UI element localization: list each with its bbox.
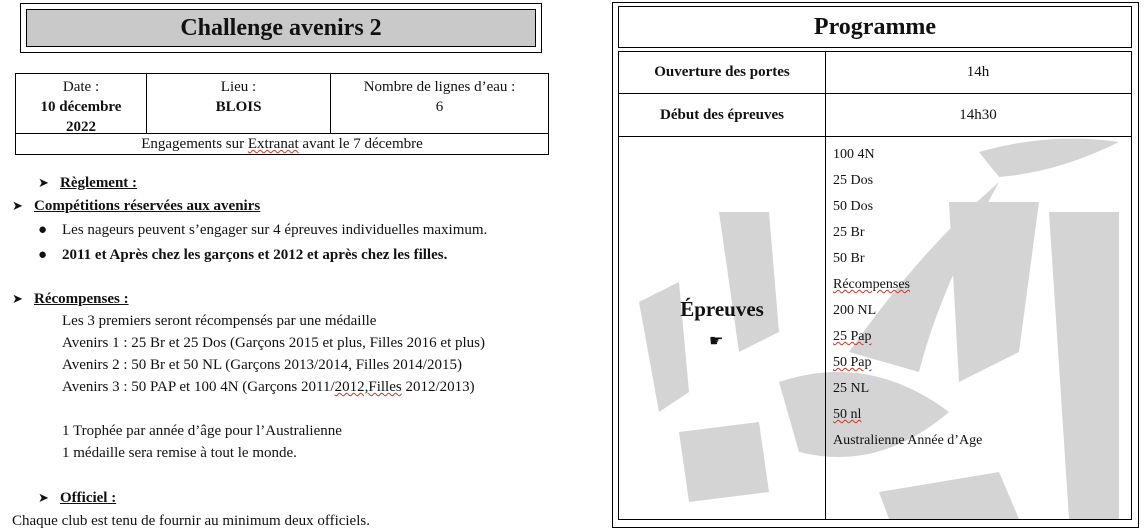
event-item xyxy=(833,402,982,428)
row-label: Début des épreuves xyxy=(619,94,826,136)
epreuves-label: Épreuves xyxy=(680,297,764,321)
rec-line-2: Avenirs 1 : 25 Br et 25 Dos (Garçons 2015 et plus, Filles 2016 et plus) xyxy=(62,335,486,351)
date-label: Date : xyxy=(62,79,100,95)
reglement-heading xyxy=(38,175,137,192)
event-item: 25 NL xyxy=(833,381,870,396)
lieu-label: Lieu : xyxy=(220,79,257,95)
arrow-icon: ➤ xyxy=(38,175,49,190)
event-item-text: 25 Pap xyxy=(833,329,872,344)
bullet-icon: ● xyxy=(38,247,48,263)
arrow-icon: ➤ xyxy=(12,291,23,306)
events-list xyxy=(833,142,982,454)
bullet-text-2: 2011 et Après chez les garçons et 2012 et après chez les filles. xyxy=(62,247,448,263)
event-item: 50 Dos xyxy=(833,199,874,214)
arrow-icon: ➤ xyxy=(38,490,49,505)
rec-line-3: Avenirs 2 : 50 Br et 50 NL (Garçons 2013/2014, Filles 2014/2015) xyxy=(62,357,462,373)
lieu-value: BLOIS xyxy=(215,99,262,115)
date-value-day: 10 décembre xyxy=(40,99,122,115)
event-item: 50 Br xyxy=(833,251,865,266)
programme-title: Programme xyxy=(618,6,1132,48)
title-frame xyxy=(20,3,542,53)
row-value: 14h xyxy=(966,64,990,80)
date-value-year: 2022 xyxy=(66,119,96,135)
competitions-heading xyxy=(12,198,260,215)
engagements-pre: Engagements sur xyxy=(141,136,248,152)
officiel-heading xyxy=(38,490,116,507)
event-item: 25 Dos xyxy=(833,173,874,188)
epreuves-cell xyxy=(619,137,826,519)
programme-table xyxy=(618,51,1132,520)
page-title: Challenge avenirs 2 xyxy=(26,9,536,47)
recompenses-heading xyxy=(12,291,129,308)
officiel-line: Chaque club est tenu de fournir au minimum deux officiels. xyxy=(12,513,370,529)
programme-row xyxy=(619,94,1131,137)
event-item: 100 4N xyxy=(833,147,875,162)
rec-line-4 xyxy=(62,379,475,396)
programme-row xyxy=(619,52,1131,94)
lignes-label: Nombre de lignes d’eau : xyxy=(363,79,516,95)
medal-line: 1 médaille sera remise à tout le monde. xyxy=(62,445,297,461)
bullet-item xyxy=(38,222,487,239)
event-item: 25 Br xyxy=(833,225,865,240)
rec-line-4-pre: Avenirs 3 : 50 PAP et 100 4N (Garçons 2011/ xyxy=(62,379,335,395)
rec-line-4-post: 2012/2013) xyxy=(401,379,475,395)
rec-line-4-word: 2012,Filles xyxy=(334,379,402,395)
event-item xyxy=(833,324,982,350)
engagements-post: avant le 7 décembre xyxy=(298,136,423,152)
engagements-row xyxy=(16,133,548,155)
competitions-heading-text: Compétitions réservées aux avenirs xyxy=(34,198,261,214)
officiel-heading-text: Officiel : xyxy=(60,490,117,506)
event-item xyxy=(833,350,982,376)
event-item-text: 50 Pap xyxy=(833,355,872,370)
trophy-line: 1 Trophée par année d’âge pour l’Australienne xyxy=(62,423,342,439)
event-item-text: Récompenses xyxy=(833,277,910,292)
info-table xyxy=(15,73,549,155)
date-cell xyxy=(16,74,147,133)
engagements-word: Extranat xyxy=(247,136,299,152)
bullet-text-1: Les nageurs peuvent s’engager sur 4 épreuves individuelles maximum. xyxy=(62,222,488,238)
event-item-text: 50 nl xyxy=(833,407,862,422)
row-label: Ouverture des portes xyxy=(619,52,826,93)
rec-line-1: Les 3 premiers seront récompensés par une médaille xyxy=(62,313,377,329)
bullet-item xyxy=(38,247,447,264)
bullet-icon: ● xyxy=(38,222,48,238)
lignes-value: 6 xyxy=(435,99,444,115)
event-item: Australienne Année d’Age xyxy=(833,433,983,448)
event-item: 200 NL xyxy=(833,303,877,318)
lieu-cell xyxy=(147,74,331,133)
row-value: 14h30 xyxy=(959,106,997,123)
lignes-cell xyxy=(331,74,548,133)
reglement-heading-text: Règlement : xyxy=(60,175,138,191)
recompenses-heading-text: Récompenses : xyxy=(34,291,129,307)
arrow-icon: ➤ xyxy=(12,198,23,213)
pointing-hand-icon: ☛ xyxy=(709,333,724,350)
event-item xyxy=(833,272,982,298)
